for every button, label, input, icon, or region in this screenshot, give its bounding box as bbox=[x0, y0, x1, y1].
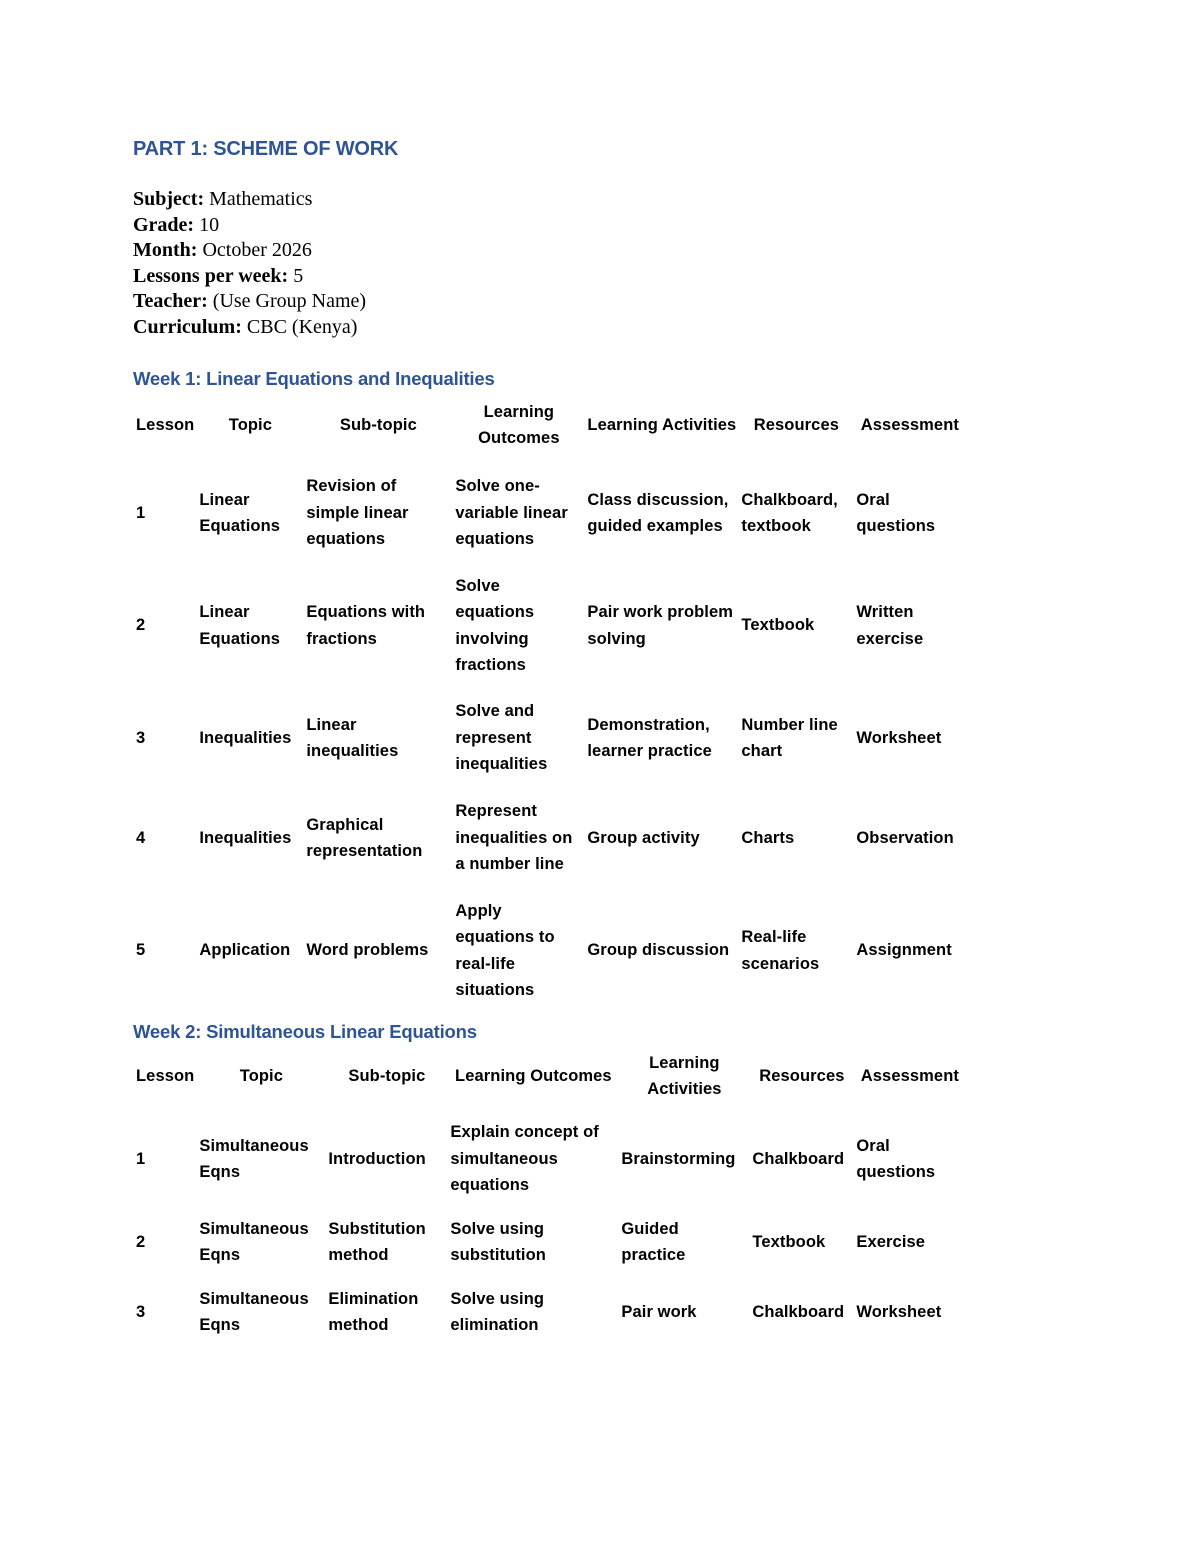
page-title: PART 1: SCHEME OF WORK bbox=[133, 138, 399, 160]
week2-heading: Week 2: Simultaneous Linear Equations bbox=[133, 1021, 477, 1042]
cell-assessment: Assignment bbox=[856, 941, 952, 960]
meta-month bbox=[133, 238, 1093, 264]
table-header-row bbox=[133, 398, 965, 452]
column-header-learning-activities: Learning Activities bbox=[647, 1053, 722, 1098]
cell-lesson: 4 bbox=[136, 828, 146, 847]
week1-heading: Week 1: Linear Equations and Inequalities bbox=[133, 368, 495, 389]
cell-resources: Chalkboard bbox=[752, 1302, 845, 1321]
cell-lesson: 3 bbox=[136, 1302, 146, 1321]
meta-value: 5 bbox=[293, 264, 304, 287]
cell-learning-outcomes: Solve and represent inequalities bbox=[455, 702, 548, 774]
column-header-sub-topic: Sub-topic bbox=[339, 415, 417, 434]
meta-value: 10 bbox=[199, 213, 220, 236]
cell-sub-topic: Equations with fractions bbox=[306, 603, 426, 648]
meta-curriculum bbox=[133, 315, 1093, 341]
cell-resources: Textbook bbox=[741, 616, 815, 635]
cell-assessment: Worksheet bbox=[856, 1302, 942, 1321]
column-header-lesson: Lesson bbox=[136, 415, 195, 434]
week2-table bbox=[133, 1049, 965, 1339]
cell-learning-outcomes: Solve using substitution bbox=[450, 1219, 546, 1264]
cell-topic: Linear Equations bbox=[199, 603, 281, 648]
meta-label: Subject: bbox=[133, 188, 205, 210]
meta-label: Lessons per week: bbox=[133, 264, 289, 287]
cell-lesson: 2 bbox=[136, 616, 146, 635]
cell-sub-topic: Substitution method bbox=[328, 1219, 426, 1264]
cell-lesson: 5 bbox=[136, 941, 146, 960]
cell-resources: Textbook bbox=[752, 1232, 826, 1251]
cell-learning-activities: Pair work problem solving bbox=[587, 603, 734, 648]
cell-learning-outcomes: Apply equations to real-life situations bbox=[455, 901, 555, 999]
meta-subject bbox=[133, 187, 1093, 213]
cell-learning-activities: Group discussion bbox=[587, 941, 730, 960]
column-header-topic: Topic bbox=[228, 415, 273, 434]
cell-learning-outcomes: Solve equations involving fractions bbox=[455, 576, 535, 674]
meta-label: Month: bbox=[133, 239, 198, 261]
table-row bbox=[133, 1269, 965, 1339]
cell-learning-activities: Pair work bbox=[621, 1302, 697, 1321]
cell-lesson: 3 bbox=[136, 728, 146, 747]
week1-table bbox=[133, 398, 965, 1004]
meta-label: Teacher: bbox=[133, 290, 208, 312]
meta-value: October 2026 bbox=[202, 239, 312, 261]
cell-topic: Inequalities bbox=[199, 828, 292, 847]
cell-assessment: Worksheet bbox=[856, 728, 942, 747]
cell-assessment: Exercise bbox=[856, 1232, 926, 1251]
cell-sub-topic: Introduction bbox=[328, 1149, 426, 1168]
cell-sub-topic: Graphical representation bbox=[306, 815, 423, 860]
cell-topic: Simultaneous Eqns bbox=[199, 1219, 309, 1264]
cell-learning-activities: Group activity bbox=[587, 828, 700, 847]
meta-lessons-per-week bbox=[133, 264, 1093, 290]
cell-learning-activities: Brainstorming bbox=[621, 1149, 736, 1168]
cell-assessment: Oral questions bbox=[856, 490, 936, 535]
cell-resources: Chalkboard bbox=[752, 1149, 845, 1168]
cell-topic: Inequalities bbox=[199, 728, 292, 747]
column-header-learning-outcomes: Learning Outcomes bbox=[478, 402, 560, 447]
cell-topic: Application bbox=[199, 941, 291, 960]
cell-sub-topic: Word problems bbox=[306, 941, 429, 960]
cell-topic: Linear Equations bbox=[199, 490, 281, 535]
table-row bbox=[133, 679, 965, 779]
column-header-assessment: Assessment bbox=[860, 1066, 959, 1085]
column-header-learning-outcomes: Learning Outcomes bbox=[455, 1066, 612, 1085]
cell-lesson: 2 bbox=[136, 1232, 146, 1251]
cell-topic: Simultaneous Eqns bbox=[199, 1289, 309, 1334]
cell-topic: Simultaneous Eqns bbox=[199, 1136, 309, 1181]
meta-label: Curriculum: bbox=[133, 315, 242, 338]
table-row bbox=[133, 779, 965, 879]
cell-learning-outcomes: Solve using elimination bbox=[450, 1289, 545, 1334]
table-row bbox=[133, 1103, 965, 1199]
cell-lesson: 1 bbox=[136, 503, 146, 522]
cell-assessment: Oral questions bbox=[856, 1136, 936, 1181]
meta-value: (Use Group Name) bbox=[212, 290, 367, 312]
column-header-sub-topic: Sub-topic bbox=[348, 1066, 426, 1085]
document-page bbox=[133, 138, 1093, 1339]
cell-learning-outcomes: Explain concept of simultaneous equations bbox=[450, 1123, 599, 1195]
cell-lesson: 1 bbox=[136, 1149, 146, 1168]
meta-grade bbox=[133, 213, 1093, 239]
column-header-assessment: Assessment bbox=[860, 415, 959, 434]
cell-learning-activities: Class discussion, guided examples bbox=[587, 490, 729, 535]
cell-sub-topic: Revision of simple linear equations bbox=[306, 477, 409, 549]
cell-resources: Real-life scenarios bbox=[741, 928, 820, 973]
cell-learning-activities: Demonstration, learner practice bbox=[587, 715, 712, 760]
column-header-topic: Topic bbox=[239, 1066, 284, 1085]
table-row bbox=[133, 1199, 965, 1269]
column-header-lesson: Lesson bbox=[136, 1066, 195, 1085]
cell-resources: Charts bbox=[741, 828, 795, 847]
cell-assessment: Written exercise bbox=[856, 603, 924, 648]
table-header-row bbox=[133, 1049, 965, 1103]
table-row bbox=[133, 452, 965, 554]
cell-assessment: Observation bbox=[856, 828, 954, 847]
cell-resources: Chalkboard, textbook bbox=[741, 490, 838, 535]
meta-teacher bbox=[133, 289, 1093, 315]
table-row bbox=[133, 554, 965, 679]
column-header-learning-activities: Learning Activities bbox=[587, 415, 737, 434]
meta-label: Grade: bbox=[133, 213, 195, 236]
meta-block bbox=[133, 187, 1093, 340]
cell-sub-topic: Elimination method bbox=[328, 1289, 419, 1334]
cell-learning-outcomes: Solve one-variable linear equations bbox=[455, 477, 568, 549]
meta-value: Mathematics bbox=[209, 188, 313, 210]
cell-learning-activities: Guided practice bbox=[621, 1219, 686, 1264]
cell-learning-outcomes: Represent inequalities on a number line bbox=[455, 802, 573, 874]
cell-sub-topic: Linear inequalities bbox=[306, 715, 399, 760]
cell-resources: Number line chart bbox=[741, 715, 838, 760]
meta-value: CBC (Kenya) bbox=[246, 315, 358, 338]
column-header-resources: Resources bbox=[759, 1066, 845, 1085]
table-row bbox=[133, 879, 965, 1004]
column-header-resources: Resources bbox=[753, 415, 840, 434]
